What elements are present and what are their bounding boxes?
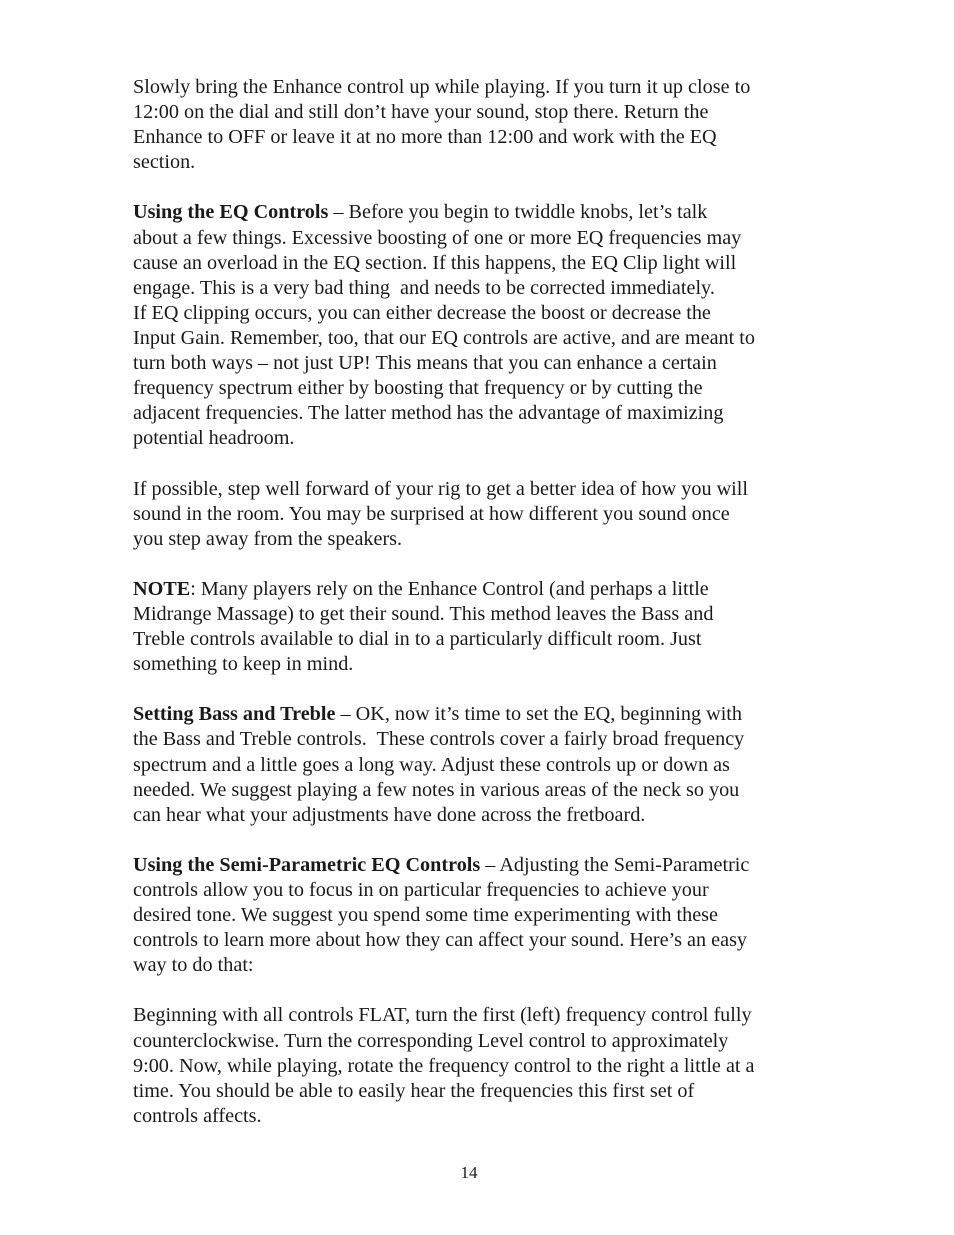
text-line: [133, 702, 823, 727]
text-line: [133, 200, 823, 225]
text-line: 9:00. Now, while playing, rotate the frequency control to the right a little at a: [133, 1054, 755, 1077]
text-line: something to keep in mind.: [133, 653, 354, 676]
text-line: spectrum and a little goes a long way. Adjust these controls up or down as: [133, 753, 730, 776]
text-line: way to do that:: [133, 954, 254, 977]
text-line: controls affects.: [133, 1104, 262, 1127]
text-line: controls allow you to focus in on particular frequencies to achieve your: [133, 879, 709, 901]
text-line: section.: [133, 151, 196, 174]
paragraph-enhance-control: [133, 75, 823, 175]
paragraph-bass-treble: [133, 702, 823, 827]
text-line-continuation: – Adjusting the Semi-Parametric: [480, 853, 750, 876]
paragraph-note: [133, 577, 823, 677]
paragraph-flat-procedure: [133, 1003, 823, 1128]
text-line: needed. We suggest playing a few notes in various areas of the neck so you: [133, 778, 740, 801]
text-line: sound in the room. You may be surprised at how different you sound once: [133, 502, 730, 525]
text-line: Slowly bring the Enhance control up while playing. If you turn it up close to: [133, 76, 751, 98]
text-line-continuation: – OK, now it’s time to set the EQ, beginning with: [335, 703, 743, 726]
text-line: Input Gain. Remember, too, that our EQ controls are active, and are meant to: [133, 326, 755, 349]
text-line: 12:00 on the dial and still don’t have your sound, stop there. Return the: [133, 101, 709, 124]
text-line: desired tone. We suggest you spend some time experimenting with these: [133, 904, 719, 927]
text-line: the Bass and Treble controls. These controls cover a fairly broad frequency: [133, 728, 745, 751]
paragraph-using-eq-controls: [133, 200, 823, 451]
text-line: engage. This is a very bad thing and needs to be corrected immediately.: [133, 276, 715, 299]
text-line-continuation: : Many players rely on the Enhance Control (and perhaps a little: [190, 577, 709, 600]
document-body: [133, 75, 823, 1154]
text-line: potential headroom.: [133, 427, 295, 450]
text-line: time. You should be able to easily hear the frequencies this first set of: [133, 1079, 695, 1102]
text-line: you step away from the speakers.: [133, 527, 403, 550]
text-line: counterclockwise. Turn the corresponding Level control to approximately: [133, 1029, 729, 1052]
text-line: turn both ways – not just UP! This means that you can enhance a certain: [133, 352, 717, 375]
text-line: Enhance to OFF or leave it at no more than 12:00 and work with the EQ: [133, 126, 717, 149]
text-line: Beginning with all controls FLAT, turn the first (left) frequency control fully: [133, 1004, 752, 1027]
paragraph-semi-parametric: [133, 853, 823, 978]
paragraph-step-forward: [133, 477, 823, 552]
text-line: [133, 577, 823, 602]
text-line: Midrange Massage) to get their sound. This method leaves the Bass and: [133, 602, 714, 625]
text-line: adjacent frequencies. The latter method has the advantage of maximizing: [133, 402, 724, 425]
text-line-continuation: – Before you begin to twiddle knobs, let’s talk: [328, 201, 708, 224]
text-line: about a few things. Excessive boosting of one or more EQ frequencies may: [133, 226, 742, 249]
page-number: 14: [460, 1163, 478, 1182]
text-line: If EQ clipping occurs, you can either decrease the boost or decrease the: [133, 301, 711, 324]
text-line: If possible, step well forward of your rig to get a better idea of how you will: [133, 477, 748, 500]
note-label: NOTE: [133, 577, 191, 600]
text-line: Treble controls available to dial in to a particularly difficult room. Just: [133, 628, 702, 651]
section-heading: Using the Semi-Parametric EQ Controls: [133, 853, 481, 876]
text-line: frequency spectrum either by boosting that frequency or by cutting the: [133, 377, 703, 400]
text-line: cause an overload in the EQ section. If this happens, the EQ Clip light will: [133, 251, 737, 274]
text-line: controls to learn more about how they can affect your sound. Here’s an easy: [133, 929, 748, 952]
text-line: can hear what your adjustments have done across the fretboard.: [133, 803, 646, 826]
section-heading: Using the EQ Controls: [133, 201, 329, 224]
text-line: [133, 853, 823, 878]
section-heading: Setting Bass and Treble: [133, 703, 336, 726]
